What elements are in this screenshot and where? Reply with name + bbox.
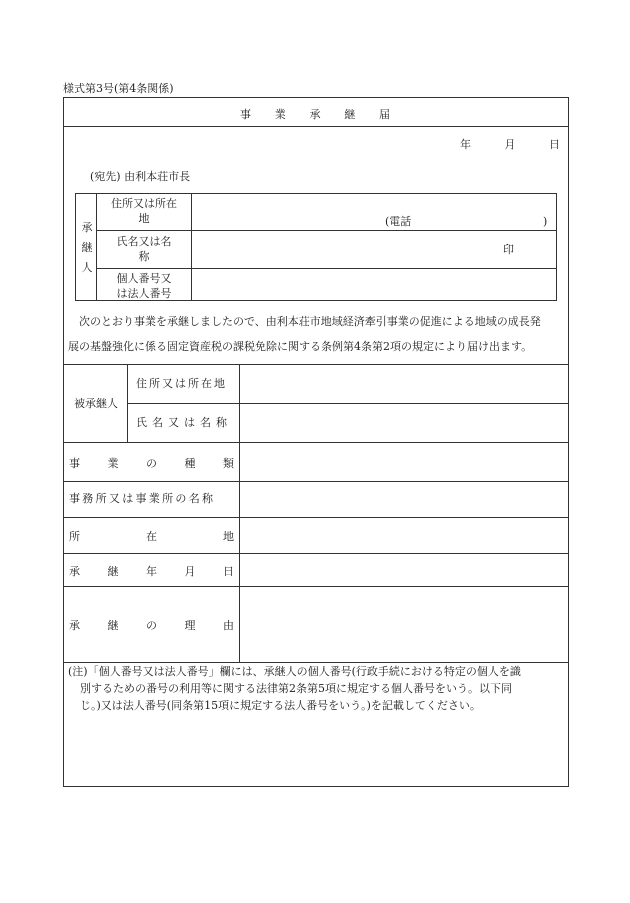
note-line: じ。)又は法人番号(同条第15項に規定する法人番号をいう。)を記載してください。 (80, 699, 481, 712)
successor-address-label (97, 196, 191, 226)
label-char: の (146, 619, 157, 632)
successor-label-char: 継 (81, 241, 93, 254)
label-char: 種 (184, 457, 196, 470)
successor-name-label (97, 234, 191, 264)
title-char: 届 (379, 108, 390, 121)
successor-address-input[interactable] (192, 194, 556, 229)
label-char: 所 (69, 530, 80, 543)
date-day-label: 日 (549, 138, 560, 151)
office-name-input[interactable] (240, 482, 568, 516)
label-char: 年 (146, 565, 157, 578)
label-line: 地 (138, 212, 150, 225)
label-char: 事 (69, 457, 80, 470)
title-char: 事 (240, 108, 251, 121)
title-char: 継 (344, 108, 356, 121)
label-char: 承 (69, 619, 80, 632)
title-char: 業 (274, 108, 286, 121)
successor-label-char: 人 (81, 261, 93, 274)
successor-name-input[interactable] (192, 231, 556, 267)
label-char: 理 (184, 619, 196, 632)
label-char: 承 (69, 565, 80, 578)
date-year-label: 年 (460, 138, 471, 151)
label-char: 継 (107, 565, 119, 578)
note (68, 663, 562, 714)
predecessor-address-input[interactable] (240, 365, 568, 402)
succession-reason-input[interactable] (240, 587, 568, 661)
predecessor-name-input[interactable] (240, 404, 568, 441)
label-line: 個人番号又 (116, 272, 172, 285)
note-line: (注)「個人番号又は法人番号」欄には、承継人の個人番号(行政手続における特定の個人を識 (68, 665, 521, 678)
business-type-label (69, 455, 234, 471)
title-char: 承 (309, 108, 321, 121)
succession-reason-label (69, 617, 234, 633)
statement-line: 次のとおり事業を承継しましたので、由利本荘市地域経済牽引事業の促進による地域の成長発 (79, 315, 541, 328)
label-char: 在 (146, 530, 157, 543)
date-month-label: 月 (504, 138, 516, 151)
form-caption: 様式第3号(第4条関係) (63, 82, 174, 95)
predecessor-label: 被承継人 (74, 397, 118, 410)
label-char: 類 (223, 457, 234, 470)
label-char: 月 (184, 565, 196, 578)
succession-date-input[interactable] (240, 554, 568, 585)
label-line: は法人番号 (116, 287, 172, 300)
label-line: 住所又は所在 (111, 197, 177, 210)
successor-label-char: 承 (81, 221, 93, 234)
divider (63, 126, 569, 127)
label-char: 日 (223, 565, 234, 578)
successor-number-input[interactable] (192, 269, 556, 300)
office-name-label: 事務所又は事業所の名称 (69, 492, 216, 505)
note-line: 別するための番号の利用等に関する法律第2条第5項に規定する個人番号をいう。以下同 (80, 682, 512, 695)
business-type-input[interactable] (240, 443, 568, 480)
label-char: 由 (223, 619, 234, 632)
statement (68, 309, 560, 359)
date-field[interactable] (460, 136, 560, 152)
label-line: 氏名又は名 (116, 235, 172, 248)
successor-number-label (97, 271, 191, 301)
successor-label (80, 218, 94, 278)
label-char: の (146, 457, 157, 470)
label-char: 継 (107, 619, 119, 632)
label-char: 業 (107, 457, 119, 470)
label-char: 地 (223, 530, 234, 543)
location-input[interactable] (240, 518, 568, 552)
form-title (240, 106, 390, 122)
predecessor-address-label: 住所又は所在地 (136, 377, 227, 390)
succession-date-label (69, 563, 234, 579)
successor-phone-label: (電話 (385, 215, 412, 228)
location-label (69, 528, 234, 544)
addressee: (宛先) 由利本荘市長 (90, 170, 191, 183)
successor-phone-close: ) (543, 215, 548, 228)
seal-mark: 印 (503, 243, 514, 256)
predecessor-name-label: 氏名又は名称 (136, 416, 232, 429)
statement-line: 展の基盤強化に係る固定資産税の課税免除に関する条例第4条第2項の規定により届け出ます。 (68, 340, 533, 353)
label-line: 称 (138, 250, 150, 263)
